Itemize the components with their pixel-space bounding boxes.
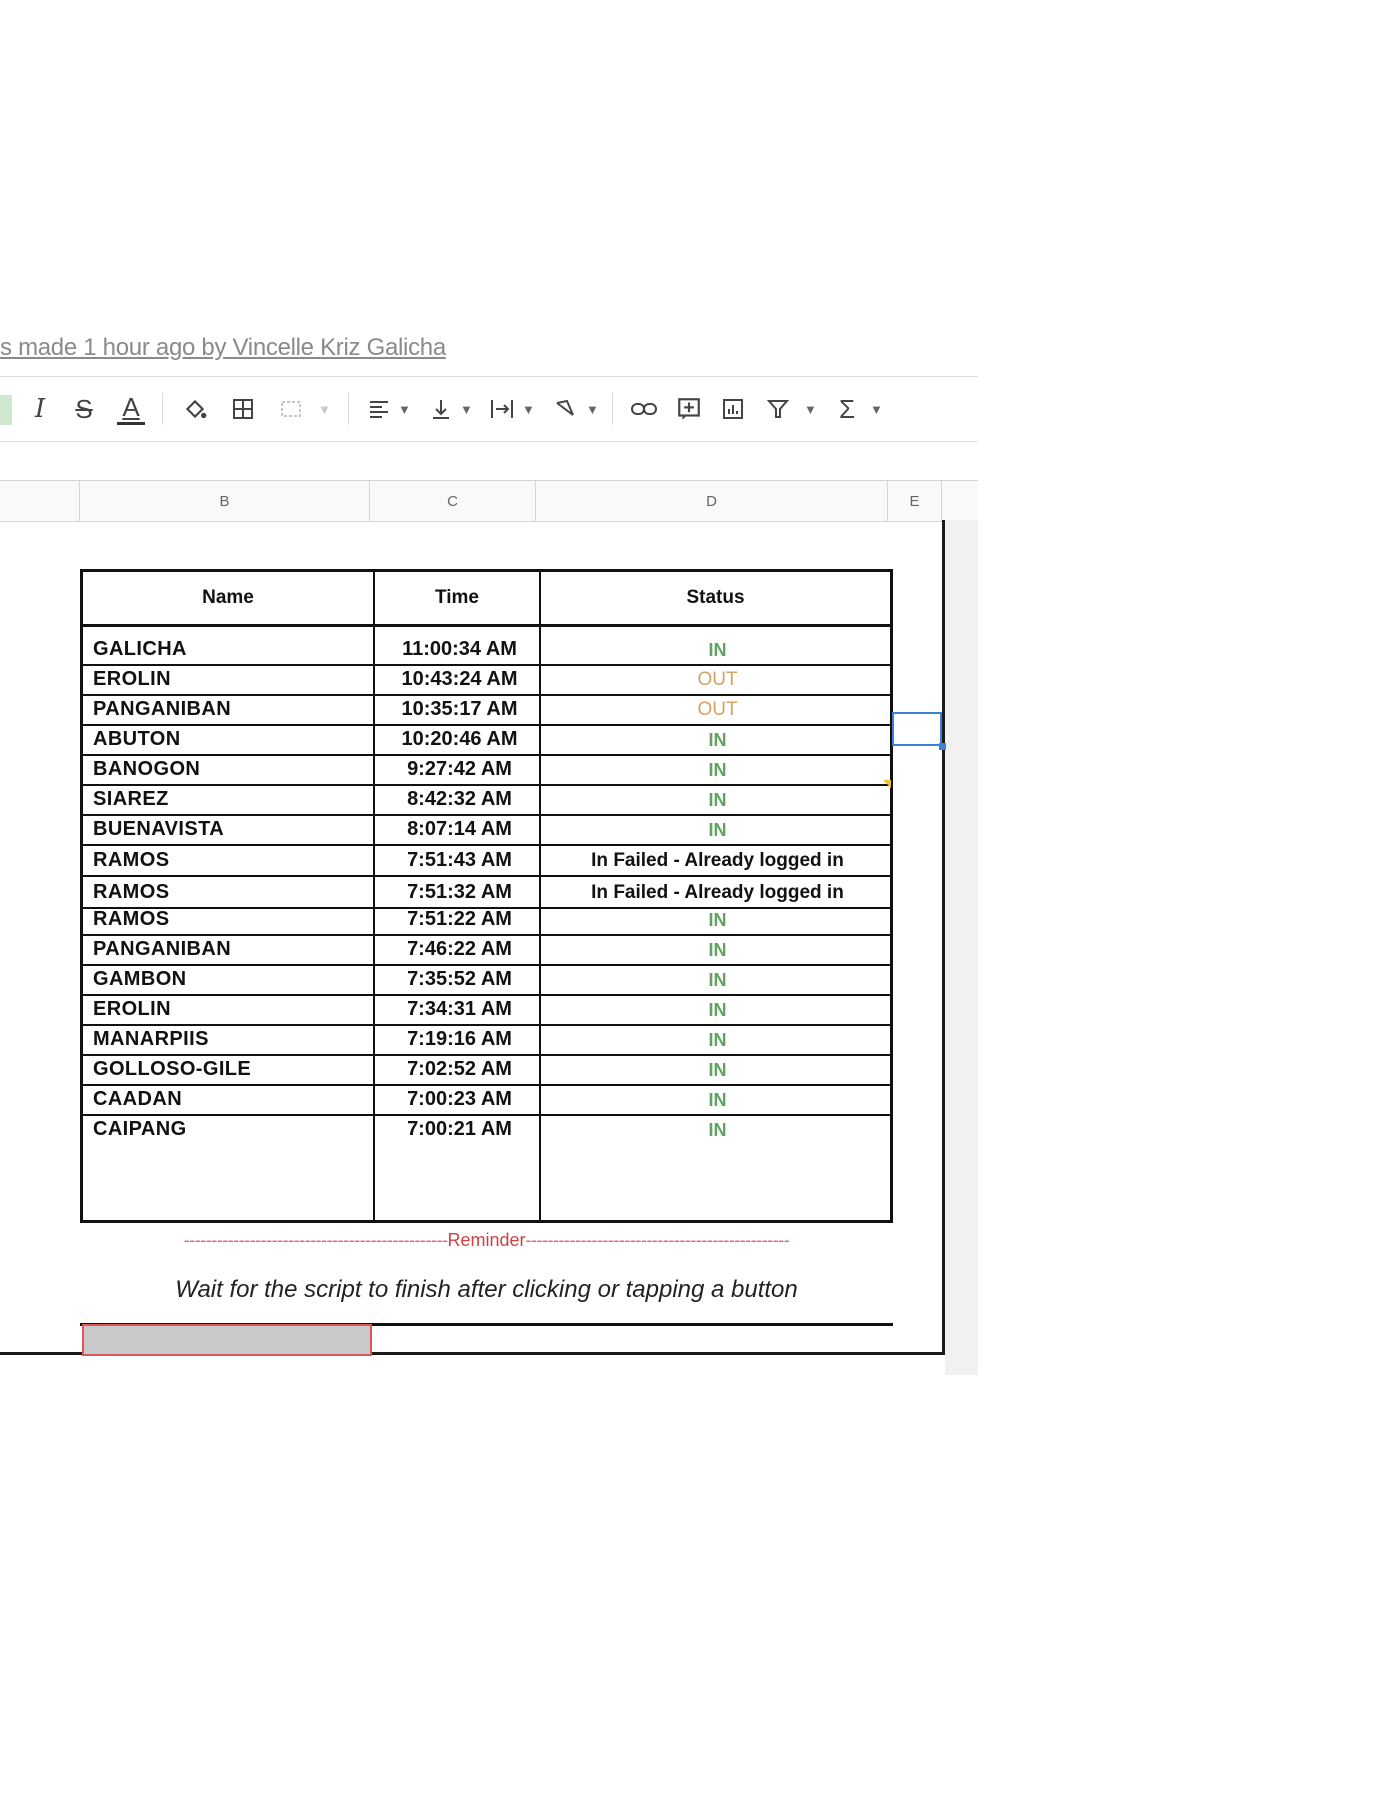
reminder-banner	[80, 1230, 893, 1251]
cell-status[interactable]: IN	[708, 760, 727, 780]
formatting-toolbar	[0, 376, 978, 442]
merge-cells-button[interactable]	[274, 377, 308, 441]
cell-time[interactable]: 7:51:22 AM	[407, 908, 512, 930]
toolbar-separator	[348, 393, 349, 425]
cell-name[interactable]: EROLIN	[93, 668, 171, 690]
toolbar-separator	[162, 393, 163, 425]
cell-time[interactable]: 10:43:24 AM	[401, 668, 518, 690]
align-caret-icon[interactable]: ▼	[398, 401, 411, 417]
cell-status[interactable]: IN	[708, 940, 727, 960]
text-wrap-button[interactable]	[484, 377, 520, 441]
table-row	[83, 877, 890, 909]
italic-icon: I	[34, 394, 46, 424]
column-header-bar	[0, 480, 978, 522]
vertical-align-button[interactable]	[424, 377, 458, 441]
cell-name[interactable]: GOLLOSO-GILE	[93, 1058, 252, 1080]
cell-time[interactable]: 7:00:23 AM	[407, 1088, 512, 1110]
toolbar-separator	[612, 393, 613, 425]
cell-name[interactable]: PANGANIBAN	[93, 698, 232, 720]
script-button[interactable]	[82, 1324, 372, 1356]
valign-caret-icon[interactable]: ▼	[460, 401, 473, 417]
table-row	[83, 666, 890, 696]
table-row	[83, 936, 890, 966]
cell-time[interactable]: 7:46:22 AM	[407, 938, 512, 960]
text-wrap-icon	[489, 397, 515, 421]
functions-button[interactable]	[832, 377, 862, 441]
paint-bucket-icon	[182, 396, 208, 422]
cell-status[interactable]: IN	[708, 790, 727, 810]
filter-icon	[766, 397, 790, 421]
cell-status[interactable]: OUT	[697, 699, 738, 720]
cell-status[interactable]: IN	[708, 730, 727, 750]
cell-status[interactable]: IN	[708, 820, 727, 840]
insert-comment-button[interactable]	[672, 377, 706, 441]
cell-name[interactable]: GAMBON	[93, 968, 187, 990]
reminder-text: Wait for the script to finish after clicking or tapping a button	[175, 1276, 798, 1303]
reminder-dashes-right: ------------------------------------------------	[525, 1230, 790, 1250]
cell-name[interactable]: RAMOS	[93, 881, 170, 903]
cell-status[interactable]: In Failed - Already logged in	[591, 882, 844, 903]
selected-cell[interactable]	[892, 712, 942, 746]
strikethrough-icon: S	[75, 393, 93, 424]
column-header-c[interactable]: C	[370, 481, 536, 521]
attendance-log-table	[80, 569, 893, 1223]
header-time: Time	[434, 587, 479, 608]
table-row	[83, 909, 890, 936]
table-row	[83, 1086, 890, 1116]
cell-status[interactable]: In Failed - Already logged in	[591, 850, 844, 871]
text-color-button[interactable]	[114, 377, 148, 441]
table-row	[83, 996, 890, 1026]
table-row	[83, 696, 890, 726]
cell-name[interactable]: BANOGON	[93, 758, 201, 780]
header-name: Name	[202, 587, 254, 608]
cell-status[interactable]: IN	[708, 640, 727, 660]
cell-time[interactable]: 7:51:32 AM	[407, 881, 512, 903]
align-bottom-icon	[429, 397, 453, 421]
rotation-caret-icon[interactable]: ▼	[586, 401, 599, 417]
cell-name[interactable]: EROLIN	[93, 998, 171, 1020]
cell-status[interactable]: IN	[708, 970, 727, 990]
filter-caret-icon[interactable]: ▼	[804, 401, 817, 417]
cell-status[interactable]: IN	[708, 1090, 727, 1110]
text-rotation-button[interactable]	[548, 377, 584, 441]
table-row	[83, 726, 890, 756]
strikethrough-button[interactable]	[68, 377, 100, 441]
column-header-b[interactable]: B	[80, 481, 370, 521]
fill-handle[interactable]	[939, 743, 946, 750]
cell-name[interactable]: GALICHA	[93, 638, 187, 660]
cell-status[interactable]: OUT	[697, 669, 738, 690]
cell-time[interactable]: 8:42:32 AM	[407, 788, 512, 810]
table-row	[83, 816, 890, 846]
cell-time[interactable]: 10:20:46 AM	[401, 728, 518, 750]
cell-time[interactable]: 8:07:14 AM	[407, 818, 512, 840]
wrap-caret-icon[interactable]: ▼	[522, 401, 535, 417]
reminder-title: Reminder	[447, 1230, 526, 1250]
insert-chart-button[interactable]	[716, 377, 750, 441]
cell-name[interactable]: CAIPANG	[93, 1118, 187, 1140]
table-row	[83, 966, 890, 996]
cell-name[interactable]: SIAREZ	[93, 788, 169, 810]
text-color-icon: A	[122, 391, 140, 422]
table-row	[83, 786, 890, 816]
cell-status[interactable]: IN	[708, 1000, 727, 1020]
comment-icon	[676, 396, 702, 422]
cell-status[interactable]: IN	[708, 1030, 727, 1050]
align-left-icon	[367, 397, 391, 421]
cell-name[interactable]: RAMOS	[93, 849, 170, 871]
table-row	[83, 627, 890, 666]
text-rotation-icon	[553, 397, 579, 421]
italic-button[interactable]	[24, 377, 56, 441]
cell-time[interactable]: 10:35:17 AM	[401, 698, 518, 720]
merge-icon	[279, 397, 303, 421]
insert-link-button[interactable]	[626, 377, 662, 441]
cell-time[interactable]: 7:51:43 AM	[407, 849, 512, 871]
fill-color-button[interactable]	[178, 377, 212, 441]
cell-name[interactable]: BUENAVISTA	[93, 818, 225, 840]
cell-status[interactable]: IN	[708, 1060, 727, 1080]
cell-name[interactable]: ABUTON	[93, 728, 181, 750]
cell-time[interactable]: 7:19:16 AM	[407, 1028, 512, 1050]
sheet-gutter	[945, 520, 978, 1375]
cell-time[interactable]: 7:34:31 AM	[407, 998, 512, 1020]
borders-button[interactable]	[226, 377, 260, 441]
cell-time[interactable]: 11:00:34 AM	[402, 638, 517, 660]
borders-icon	[231, 397, 255, 421]
table-row	[83, 756, 890, 786]
cell-time[interactable]: 9:27:42 AM	[407, 758, 512, 780]
column-header-d[interactable]: D	[536, 481, 888, 521]
cell-time[interactable]: 7:00:21 AM	[407, 1118, 512, 1140]
bold-button-partial[interactable]	[0, 395, 12, 425]
cell-note-marker	[883, 780, 891, 788]
table-row	[83, 1056, 890, 1086]
cell-name[interactable]: PANGANIBAN	[93, 938, 232, 960]
merge-caret-icon[interactable]: ▼	[318, 401, 331, 417]
cell-name[interactable]: MANARPIIS	[93, 1028, 209, 1050]
cell-status[interactable]: IN	[708, 910, 727, 930]
last-edit-link[interactable]: s made 1 hour ago by Vincelle Kriz Galicha	[0, 334, 446, 361]
table-row	[83, 1026, 890, 1056]
reminder-dashes-left: ------------------------------------------------	[183, 1230, 448, 1250]
cell-time[interactable]: 7:35:52 AM	[407, 968, 512, 990]
filter-button[interactable]	[762, 377, 794, 441]
column-header-a[interactable]	[0, 481, 80, 521]
table-row	[83, 1116, 890, 1146]
functions-caret-icon[interactable]: ▼	[870, 401, 883, 417]
cell-name[interactable]: RAMOS	[93, 908, 170, 930]
sum-icon: Σ	[838, 393, 856, 424]
text-color-swatch	[117, 422, 145, 425]
cell-status[interactable]: IN	[708, 1120, 727, 1140]
sheet-border-right	[942, 520, 945, 1355]
chart-icon	[721, 397, 745, 421]
column-header-e[interactable]: E	[888, 481, 942, 521]
horizontal-align-button[interactable]	[362, 377, 396, 441]
link-icon	[630, 399, 658, 419]
table-row	[83, 846, 890, 877]
header-status: Status	[686, 587, 745, 608]
cell-name[interactable]: CAADAN	[93, 1088, 183, 1110]
cell-time[interactable]: 7:02:52 AM	[407, 1058, 512, 1080]
